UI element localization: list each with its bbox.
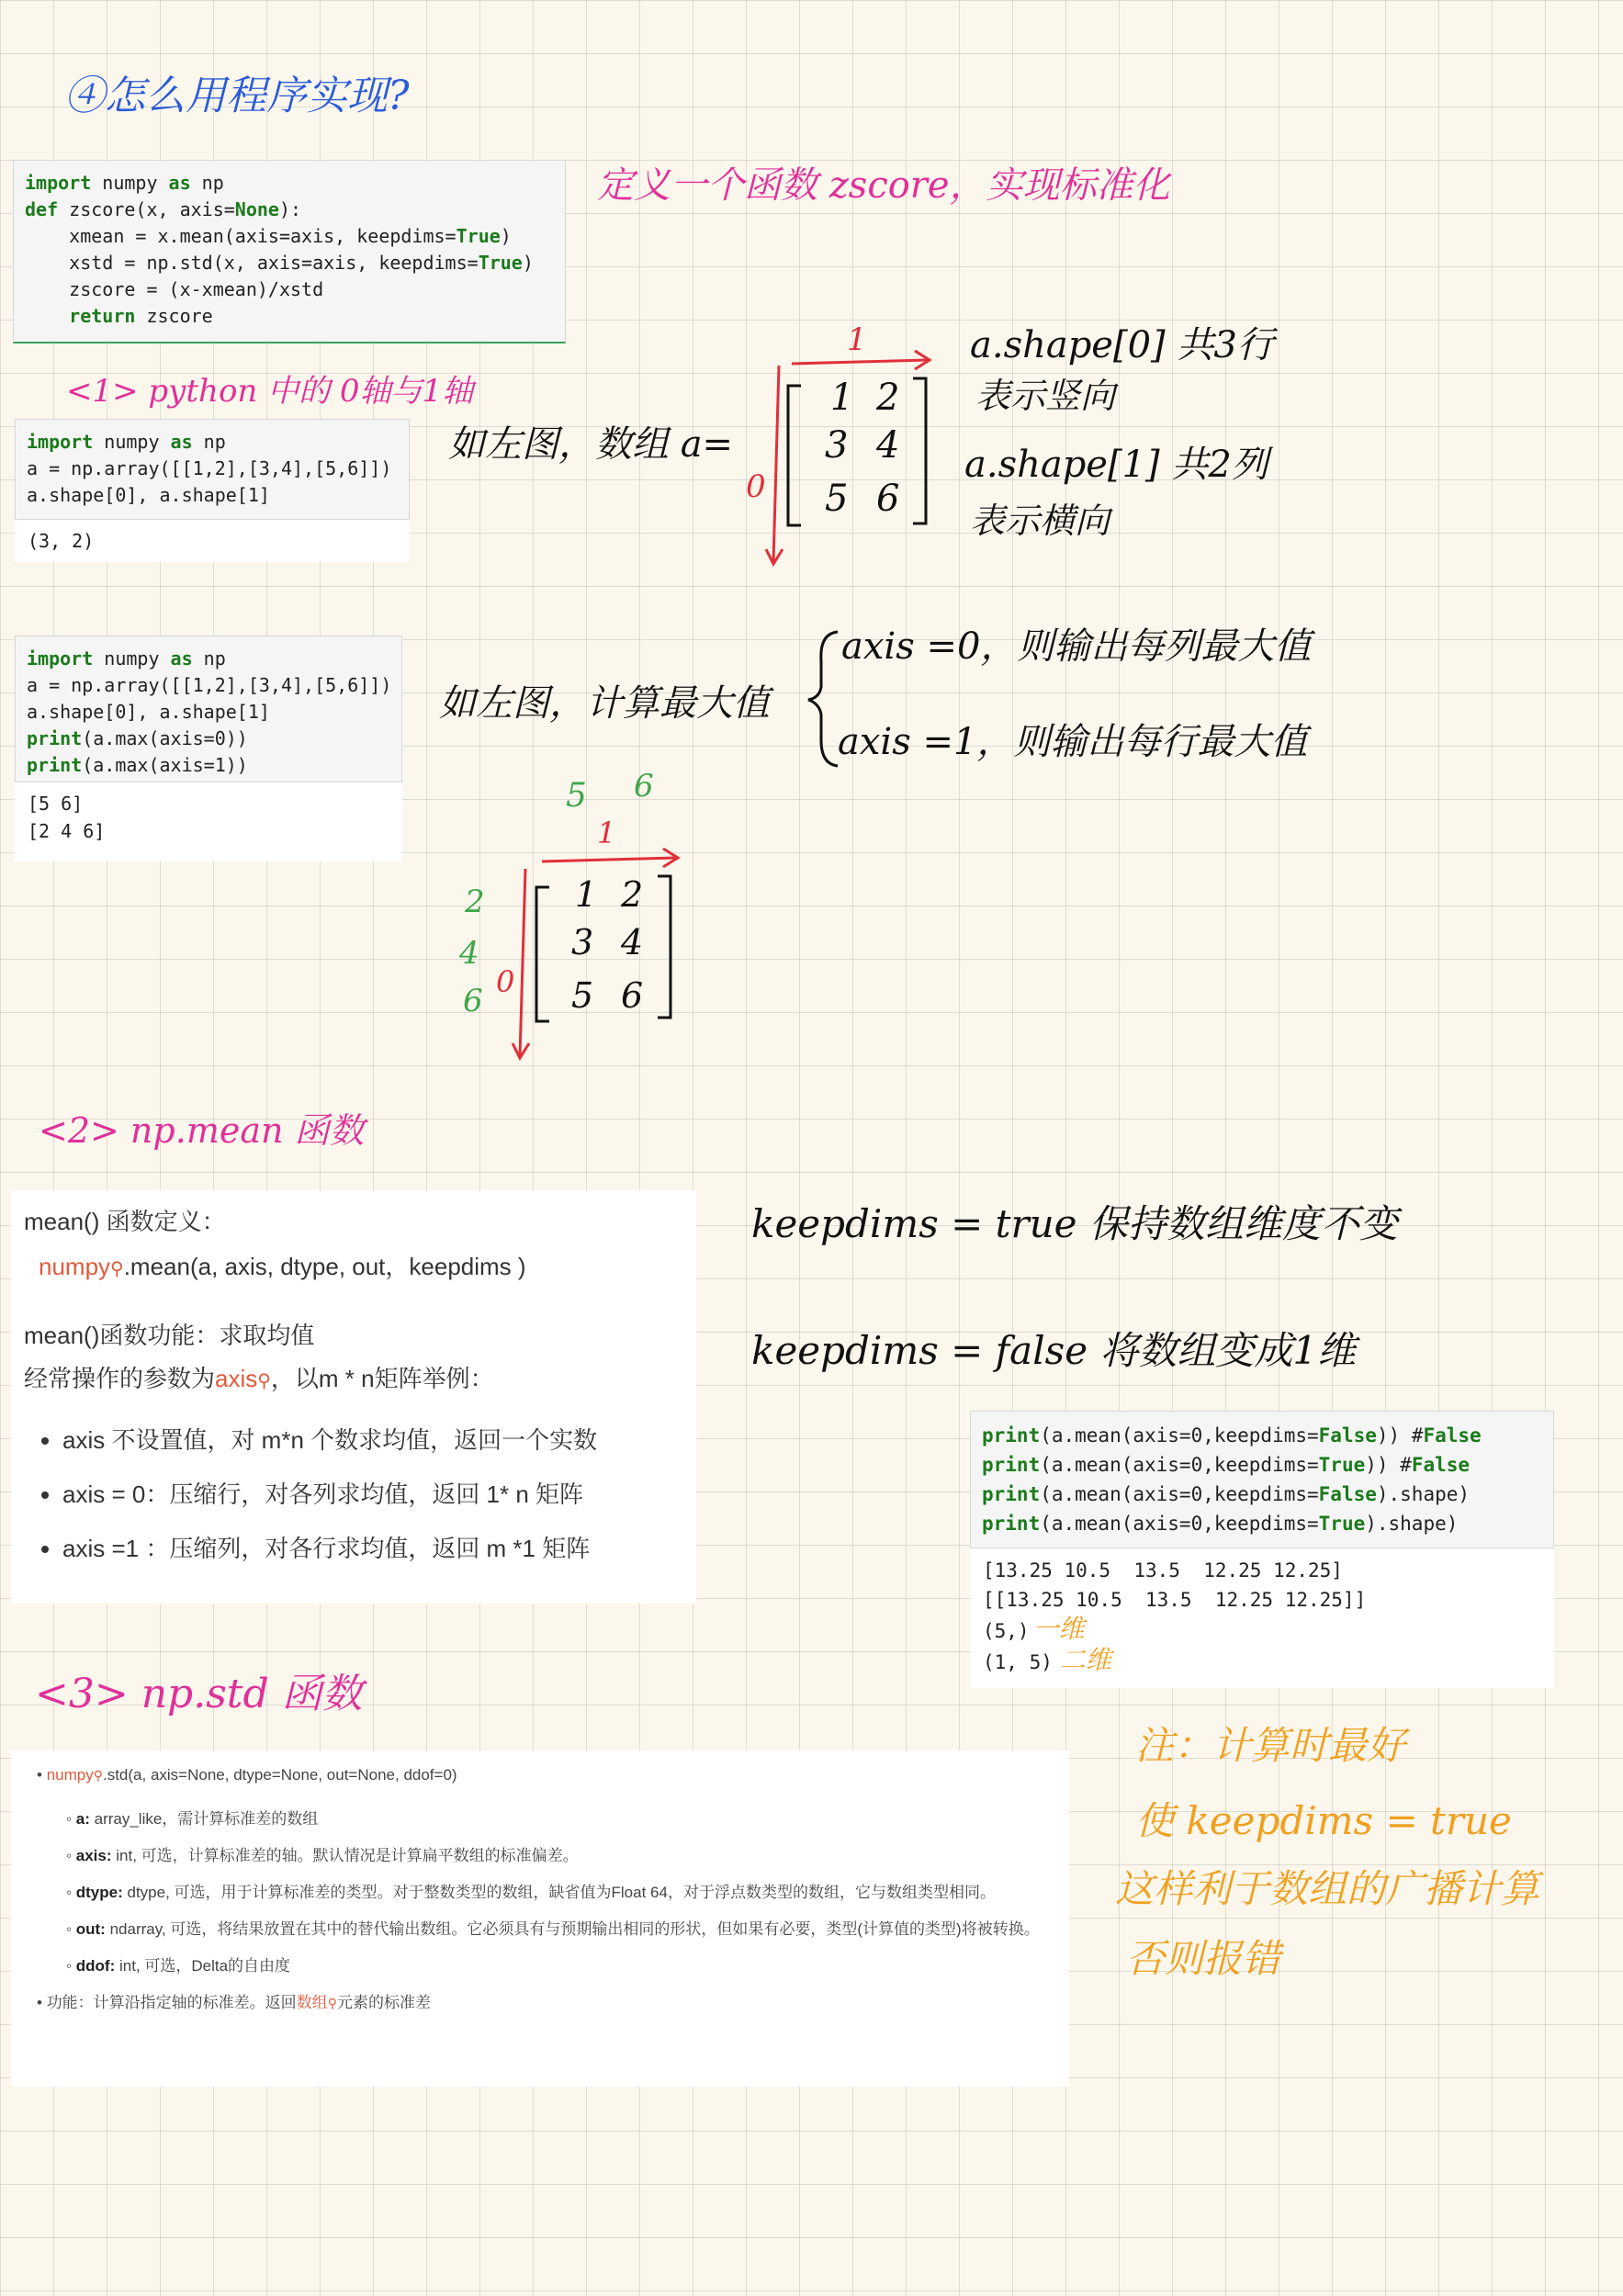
axis-heading: <1> python 中的 0轴与1轴: [66, 373, 474, 410]
matrix1-cell: 2: [876, 377, 900, 419]
matrix1-axis1-arrowhead: [915, 351, 930, 369]
matrix1-left-bracket: [788, 386, 801, 525]
shape1-sub-note: 表示横向: [970, 501, 1110, 541]
std-function: • 功能：计算沿指定轴的标准差。返回数组⚲元素的标准差: [37, 1994, 431, 2011]
matrix2-left-bracket: [536, 887, 549, 1021]
code-line: print(a.max(axis=0)): [27, 727, 248, 749]
std-param-name: out:: [75, 1920, 106, 1938]
matrix2-cell: 3: [571, 922, 594, 962]
code-output-max: [15, 782, 402, 861]
matrix1-cell: 4: [876, 424, 900, 467]
mean-param-post: ，以m * n矩阵举例：: [270, 1365, 494, 1392]
col-max-value: 5: [566, 777, 587, 815]
matrix1-cell: 5: [825, 478, 849, 520]
keepdims-false-note: keepdims = false 将数组变成1维: [751, 1328, 1357, 1373]
matrix2-axis0-label: 0: [496, 964, 515, 999]
shape0-sub-note: 表示竖向: [975, 376, 1116, 416]
output-value: (1, 5): [983, 1651, 1053, 1673]
dim-note: 一维: [1032, 1614, 1085, 1644]
matrix2-cell: 5: [571, 975, 594, 1016]
code-line: print(a.mean(axis=0,keepdims=False)) #False: [982, 1424, 1482, 1446]
code-line: import numpy as np: [25, 172, 224, 194]
matrix2-cell: 6: [621, 975, 644, 1016]
axis0-note: axis =0，则输出每列最大值: [841, 625, 1312, 668]
code-block-shape: [15, 419, 410, 520]
code-output-shape: [15, 520, 410, 562]
col-max-value: 6: [634, 768, 654, 805]
output-line: [983, 1646, 1541, 1677]
code-line: zscore = (x-xmean)/xstd: [25, 278, 324, 300]
std-param-desc: int, 可选，计算标准差的轴。默认情况是计算扁平数组的标准偏差。: [116, 1847, 579, 1864]
code-line: import numpy as np: [27, 647, 226, 670]
matrix1-axis1-label: 1: [847, 321, 867, 358]
matrix2-cell: 2: [621, 874, 644, 915]
matrix1-cell: 6: [876, 478, 900, 520]
std-param-name: dtype:: [75, 1884, 123, 1901]
output-line: [5 6]: [28, 793, 84, 815]
matrix1-axis0-arrowhead: [766, 549, 783, 564]
output-line: [2 4 6]: [28, 820, 106, 842]
code-block-keepdims: [970, 1411, 1554, 1548]
std-param: ◦ a: array_like，需计算标准差的数组: [66, 1810, 319, 1828]
search-icon[interactable]: ⚲: [257, 1371, 271, 1391]
mean-func-label: mean()函数功能：求取均值: [24, 1322, 315, 1349]
search-icon[interactable]: ⚲: [93, 1768, 103, 1783]
mean-def-label: mean() 函数定义：: [24, 1208, 226, 1235]
array-link[interactable]: 数组: [296, 1994, 328, 2011]
shape1-note: a.shape[1] 共2列: [964, 444, 1268, 486]
code-line: a.shape[0], a.shape[1]: [27, 484, 270, 506]
tip-line: 否则报错: [1126, 1936, 1281, 1981]
output-value: (5,): [983, 1620, 1030, 1642]
axis-brace: [808, 632, 838, 766]
mean-signature-rest: .mean(a, axis, dtype, out，keepdims ): [123, 1253, 526, 1280]
tip-line: 这样利于数组的广播计算: [1115, 1866, 1540, 1911]
tip-line: 注：计算时最好: [1135, 1723, 1406, 1768]
axis-link[interactable]: axis: [215, 1365, 258, 1392]
search-icon[interactable]: ⚲: [327, 1996, 337, 2010]
matrix2-axis0-arrow: [520, 869, 525, 1056]
row-max-value: 6: [463, 983, 483, 1019]
std-param: ◦ ddof: int, 可选，Delta的自由度: [66, 1957, 291, 1975]
search-icon[interactable]: ⚲: [110, 1259, 124, 1279]
list-item: • axis 不设置值，对 m*n 个数求均值，返回一个实数: [62, 1422, 683, 1456]
std-doc-panel: [11, 1750, 1069, 2087]
std-signature-rest: .std(a, axis=None, dtype=None, out=None, ddof=0): [102, 1766, 457, 1784]
std-param-desc: dtype, 可选，用于计算标准差的类型。对于整数类型的数组，缺省值为Float 64，对于浮点数类型的数组，它与数组类型相同。: [127, 1884, 996, 1901]
axis1-note: axis =1，则输出每行最大值: [838, 721, 1308, 763]
std-func-pre: 功能：计算沿指定轴的标准差。返回: [46, 1994, 297, 2011]
matrix1-cell: 3: [825, 424, 849, 467]
std-param-desc: ndarray, 可选，将结果放置在其中的替代输出数组。它必须具有与预期输出相同的形状，但如果有必要，类型(计算值的类型)将被转换。: [109, 1920, 1040, 1938]
matrix1-axis1-arrow: [792, 360, 928, 364]
numpy-link[interactable]: numpy: [39, 1253, 111, 1280]
code-line: a = np.array([[1,2],[3,4],[5,6]]): [27, 457, 392, 479]
output-line: [[13.25 10.5 13.5 12.25 12.25]]: [983, 1589, 1367, 1611]
std-param-name: a:: [75, 1810, 90, 1828]
matrix1-axis0-arrow: [773, 366, 779, 562]
shape0-note: a.shape[0] 共3行: [970, 324, 1274, 366]
code-line: a.shape[0], a.shape[1]: [27, 701, 270, 723]
matrix1-cell: 1: [830, 377, 854, 419]
mean-signature: [39, 1248, 683, 1282]
std-param: ◦ dtype: dtype, 可选，用于计算标准差的类型。对于整数类型的数组，缺省值为Float 64，对于浮点数类型的数组，它与数组类型相同。: [66, 1884, 996, 1901]
keepdims-true-note: keepdims = true 保持数组维度不变: [751, 1201, 1398, 1246]
row-max-value: 4: [459, 935, 479, 972]
code-block-zscore: [13, 160, 566, 343]
std-param-desc: array_like，需计算标准差的数组: [94, 1810, 319, 1828]
code-line: return zscore: [69, 305, 213, 327]
code-line: import numpy as np: [27, 431, 226, 453]
matrix2-cell: 1: [575, 874, 598, 915]
heading-q4: ④怎么用程序实现?: [64, 73, 410, 119]
code-output-keepdims: [970, 1548, 1554, 1688]
output-line: [13.25 10.5 13.5 12.25 12.25]: [983, 1559, 1343, 1581]
mean-axis-list: [24, 1422, 683, 1564]
matrix2-axis1-arrowhead: [663, 849, 678, 867]
code-line: a = np.array([[1,2],[3,4],[5,6]]): [27, 674, 392, 696]
output-line: (3, 2): [28, 530, 95, 552]
matrix2-axis0-arrowhead: [513, 1043, 529, 1058]
std-signature: • numpy⚲.std(a, axis=None, dtype=None, out=None, ddof=0): [37, 1766, 457, 1784]
std-param-name: axis:: [75, 1847, 112, 1864]
tip-line: 使 keepdims = true: [1135, 1798, 1512, 1843]
std-param-desc: int, 可选，Delta的自由度: [118, 1957, 291, 1975]
matrix2-left-note: 如左图，计算最大值: [439, 682, 770, 725]
matrix2-axis1-arrow: [542, 858, 676, 861]
code-line: def zscore(x, axis=None):: [25, 198, 302, 220]
std-param-name: ddof:: [75, 1957, 116, 1975]
code-line: print(a.max(axis=1)): [27, 754, 248, 776]
row-max-value: 2: [465, 884, 485, 920]
list-item: • axis =1 ：压缩列，对各行求均值，返回 m *1 矩阵: [62, 1530, 683, 1564]
matrix1-right-bracket: [913, 378, 926, 523]
zscore-note: 定义一个函数 zscore，实现标准化: [597, 164, 1170, 207]
code-line: print(a.mean(axis=0,keepdims=False).shape): [982, 1483, 1471, 1505]
code-line: print(a.mean(axis=0,keepdims=True).shape): [982, 1513, 1459, 1535]
std-param: ◦ out: ndarray, 可选，将结果放置在其中的替代输出数组。它必须具有与预期输出相同的形状，但如果有必要，类型(计算值的类型)将被转换。: [66, 1920, 1040, 1938]
output-line: [983, 1615, 1541, 1646]
matrix2-axis1-label: 1: [597, 816, 616, 850]
code-block-max: [15, 636, 402, 782]
mean-param-intro: [24, 1360, 683, 1394]
matrix2-right-bracket: [658, 876, 671, 1018]
matrix1-axis0-label: 0: [746, 468, 766, 505]
std-heading: <3> np.std 函数: [35, 1671, 363, 1717]
list-item: • axis = 0：压缩行，对各列求均值，返回 1* n 矩阵: [62, 1476, 683, 1510]
matrix1-left-note: 如左图，数组 a=: [448, 423, 734, 466]
dim-note: 二维: [1059, 1645, 1111, 1675]
code-line: xstd = np.std(x, axis=axis, keepdims=True): [25, 252, 534, 274]
std-func-post: 元素的标准差: [336, 1994, 431, 2011]
matrix2-cell: 4: [621, 922, 644, 962]
mean-doc-panel: [11, 1190, 696, 1604]
code-line: print(a.mean(axis=0,keepdims=True)) #False: [982, 1454, 1471, 1476]
mean-heading: <2> np.mean 函数: [39, 1110, 365, 1151]
mean-param-pre: 经常操作的参数为: [24, 1365, 216, 1392]
code-line: xmean = x.mean(axis=axis, keepdims=True): [25, 225, 512, 247]
std-param: ◦ axis: int, 可选，计算标准差的轴。默认情况是计算扁平数组的标准偏差。: [66, 1847, 579, 1864]
numpy-link[interactable]: numpy: [46, 1766, 94, 1784]
